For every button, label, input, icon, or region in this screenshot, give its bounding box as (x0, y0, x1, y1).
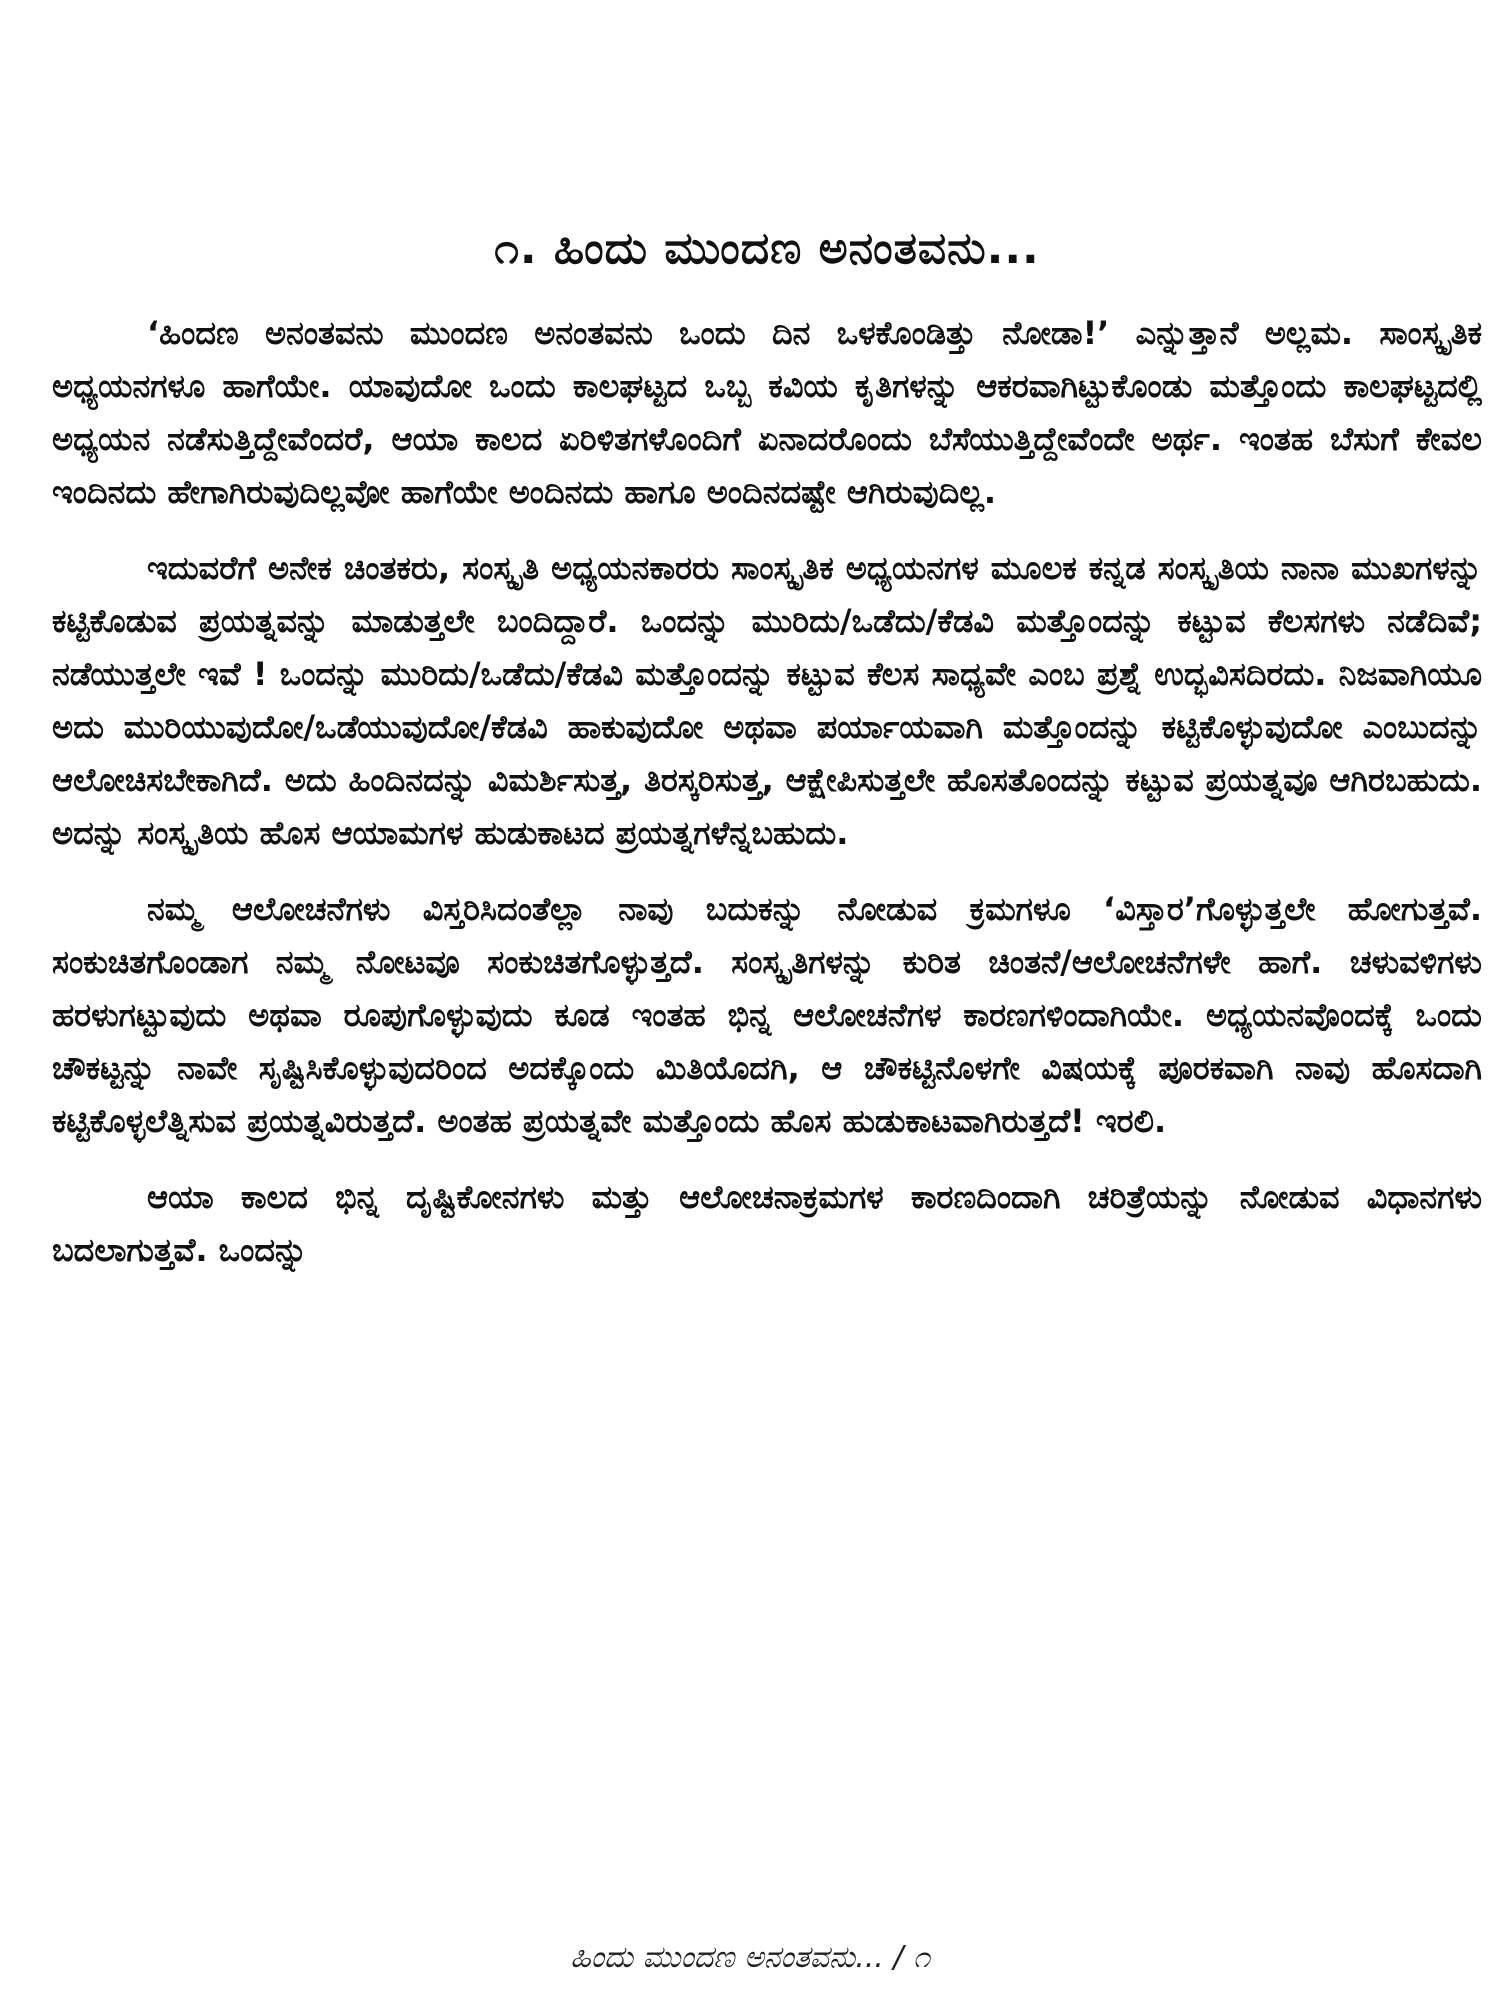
paragraph-1: ‘ಹಿಂದಣ ಅನಂತವನು ಮುಂದಣ ಅನಂತವನು ಒಂದು ದಿನ ಒಳಕೊಂಡಿತ್ತು ನೋಡಾ!’ ಎನ್ನುತ್ತಾನೆ ಅಲ್ಲಮ. ಸಾಂಸ್ಕೃತಿಕ ಅಧ್ಯಯನಗಳೂ ಹಾಗೆಯೇ. ಯಾವುದೋ ಒಂದು ಕಾಲಘಟ್ಟದ ಒಬ್ಬ ಕವಿಯ ಕೃತಿಗಳನ್ನು ಆಕರವಾಗಿಟ್ಟುಕೊಂಡು ಮತ್ತೊಂದು ಕಾಲಘಟ್ಟದಲ್ಲಿ ಅಧ್ಯಯನ ನಡೆಸುತ್ತಿದ್ದೇವೆಂದರೆ, ಆಯಾ ಕಾಲದ ಏರಿಳಿತಗಳೊಂದಿಗೆ ಏನಾದರೊಂದು ಬೆಸೆಯುತ್ತಿದ್ದೇವೆಂದೇ ಅರ್ಥ. ಇಂತಹ ಬೆಸುಗೆ ಕೇವಲ ಇಂದಿನದು ಹೇಗಾಗಿರುವುದಿಲ್ಲವೋ ಹಾಗೆಯೇ ಅಂದಿನದು ಹಾಗೂ ಅಂದಿನದಷ್ಟೇ ಆಗಿರುವುದಿಲ್ಲ. (52, 314, 1482, 512)
paragraph-3: ನಮ್ಮ ಆಲೋಚನೆಗಳು ವಿಸ್ತರಿಸಿದಂತೆಲ್ಲಾ ನಾವು ಬದುಕನ್ನು ನೋಡುವ ಕ್ರಮಗಳೂ ‘ವಿಸ್ತಾರ’ಗೊಳ್ಳುತ್ತಲೇ ಹೋಗುತ್ತವೆ. ಸಂಕುಚಿತಗೊಂಡಾಗ ನಮ್ಮ ನೋಟವೂ ಸಂಕುಚಿತಗೊಳ್ಳುತ್ತದೆ. ಸಂಸ್ಕೃತಿಗಳನ್ನು ಕುರಿತ ಚಿಂತನೆ/ಆಲೋಚನೆಗಳೇ ಹಾಗೆ. ಚಳುವಳಿಗಳು ಹರಳುಗಟ್ಟುವುದು ಅಥವಾ ರೂಪುಗೊಳ್ಳುವುದು ಕೂಡ ಇಂತಹ ಭಿನ್ನ ಆಲೋಚನೆಗಳ ಕಾರಣಗಳಿಂದಾಗಿಯೇ. ಅಧ್ಯಯನವೊಂದಕ್ಕೆ ಒಂದು ಚೌಕಟ್ಟನ್ನು ನಾವೇ ಸೃಷ್ಟಿಸಿಕೊಳ್ಳುವುದರಿಂದ ಅದಕ್ಕೊಂದು ಮಿತಿಯೊದಗಿ, ಆ ಚೌಕಟ್ಟಿನೊಳಗೇ ವಿಷಯಕ್ಕೆ ಪೂರಕವಾಗಿ ನಾವು ಹೊಸದಾಗಿ ಕಟ್ಟಿಕೊಳ್ಳಲೆತ್ನಿಸುವ ಪ್ರಯತ್ನವಿರುತ್ತದೆ. ಅಂತಹ ಪ್ರಯತ್ನವೇ ಮತ್ತೊಂದು ಹೊಸ ಹುಡುಕಾಟವಾಗಿರುತ್ತದೆ! ಇರಲಿ. (52, 890, 1482, 1141)
page-footer: ಹಿಂದು ಮುಂದಣ ಅನಂತವನು... / ೧ (570, 1940, 930, 1975)
chapter-title: ೧. ಹಿಂದು ಮುಂದಣ ಅನಂತವನು... (494, 223, 1040, 274)
page-body (52, 220, 1482, 1300)
paragraph-4: ಆಯಾ ಕಾಲದ ಭಿನ್ನ ದೃಷ್ಟಿಕೋನಗಳು ಮತ್ತು ಆಲೋಚನಾಕ್ರಮಗಳ ಕಾರಣದಿಂದಾಗಿ ಚರಿತ್ರೆಯನ್ನು ನೋಡುವ ವಿಧಾನಗಳು ಬದಲಾಗುತ್ತವೆ. ಒಂದನ್ನು (52, 1178, 1482, 1270)
paragraph-2: ಇದುವರೆಗೆ ಅನೇಕ ಚಿಂತಕರು, ಸಂಸ್ಕೃತಿ ಅಧ್ಯಯನಕಾರರು ಸಾಂಸ್ಕೃತಿಕ ಅಧ್ಯಯನಗಳ ಮೂಲಕ ಕನ್ನಡ ಸಂಸ್ಕೃತಿಯ ನಾನಾ ಮುಖಗಳನ್ನು ಕಟ್ಟಿಕೊಡುವ ಪ್ರಯತ್ನವನ್ನು ಮಾಡುತ್ತಲೇ ಬಂದಿದ್ದಾರೆ. ಒಂದನ್ನು ಮುರಿದು/ಒಡೆದು/ಕೆಡವಿ ಮತ್ತೊಂದನ್ನು ಕಟ್ಟುವ ಕೆಲಸಗಳು ನಡೆದಿವೆ; ನಡೆಯುತ್ತಲೇ ಇವೆ ! ಒಂದನ್ನು ಮುರಿದು/ಒಡೆದು/ಕೆಡವಿ ಮತ್ತೊಂದನ್ನು ಕಟ್ಟುವ ಕೆಲಸ ಸಾಧ್ಯವೇ ಎಂಬ ಪ್ರಶ್ನೆ ಉದ್ಭವಿಸದಿರದು. ನಿಜವಾಗಿಯೂ ಅದು ಮುರಿಯುವುದೋ/ಒಡೆಯುವುದೋ/ಕೆಡವಿ ಹಾಕುವುದೋ ಅಥವಾ ಪರ್ಯಾಯವಾಗಿ ಮತ್ತೊಂದನ್ನು ಕಟ್ಟಿಕೊಳ್ಳುವುದೋ ಎಂಬುದನ್ನು ಆಲೋಚಿಸಬೇಕಾಗಿದೆ. ಅದು ಹಿಂದಿನದನ್ನು ವಿಮರ್ಶಿಸುತ್ತ, ತಿರಸ್ಕರಿಸುತ್ತ, ಆಕ್ಷೇಪಿಸುತ್ತಲೇ ಹೊಸತೊಂದನ್ನು ಕಟ್ಟುವ ಪ್ರಯತ್ನವೂ ಆಗಿರಬಹುದು. ಅದನ್ನು ಸಂಸ್ಕೃತಿಯ ಹೊಸ ಆಯಾಮಗಳ ಹುಡುಕಾಟದ ಪ್ರಯತ್ನಗಳೆನ್ನಬಹುದು. (52, 549, 1482, 853)
